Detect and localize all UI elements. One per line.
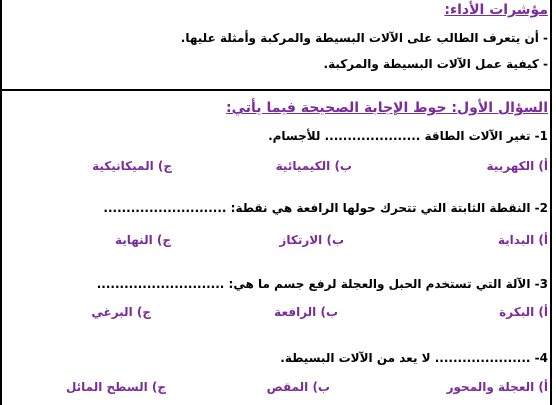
q2-option-c[interactable]: ج) النهاية bbox=[114, 233, 171, 247]
question-1: 1- تغير الآلات الطاقة ..................... للأجسام. bbox=[268, 129, 548, 143]
q1-option-a[interactable]: أ) الكهربية bbox=[486, 159, 548, 173]
q2-option-b[interactable]: ب) الارتكاز bbox=[279, 233, 344, 247]
q3-option-c[interactable]: ج) البرغي bbox=[91, 305, 151, 319]
q1-option-c[interactable]: ج) الميكانيكية bbox=[92, 159, 172, 173]
section-divider bbox=[0, 89, 550, 91]
indicator-item: - كيفية عمل الآلات البسيطة والمركبة. bbox=[323, 57, 548, 71]
left-border bbox=[0, 0, 2, 405]
question-3: 3- الآلة التي تستخدم الحبل والعجلة لرفع جسم ما هي: ............................ bbox=[96, 277, 548, 291]
section1-title: مؤشرات الأداء: bbox=[444, 2, 548, 18]
indicator-item: - أن يتعرف الطالب على الآلات البسيطة والمركبة وأمثلة عليها. bbox=[180, 31, 548, 45]
q1-option-b[interactable]: ب) الكيميائية bbox=[275, 159, 352, 173]
q3-option-a[interactable]: أ) البكرة bbox=[499, 305, 548, 319]
question-4: 4- ..................... لا يعد من الآلات البسيطة. bbox=[280, 351, 548, 365]
q3-option-b[interactable]: ب) الرافعة bbox=[274, 305, 338, 319]
q4-option-c[interactable]: ج) السطح المائل bbox=[65, 380, 166, 394]
q4-option-b[interactable]: ب) المقص bbox=[266, 380, 330, 394]
q2-option-a[interactable]: أ) البداية bbox=[497, 233, 548, 247]
q4-option-a[interactable]: أ) العجلة والمحور bbox=[446, 380, 548, 394]
right-border bbox=[550, 0, 552, 405]
question-2: 2- النقطة الثابتة التي تتحرك حولها الرافعة هي نقطة: ........................... bbox=[103, 201, 548, 215]
section2-title: السؤال الأول: حوط الإجابة الصحيحة فيما يأتي: bbox=[226, 100, 548, 116]
